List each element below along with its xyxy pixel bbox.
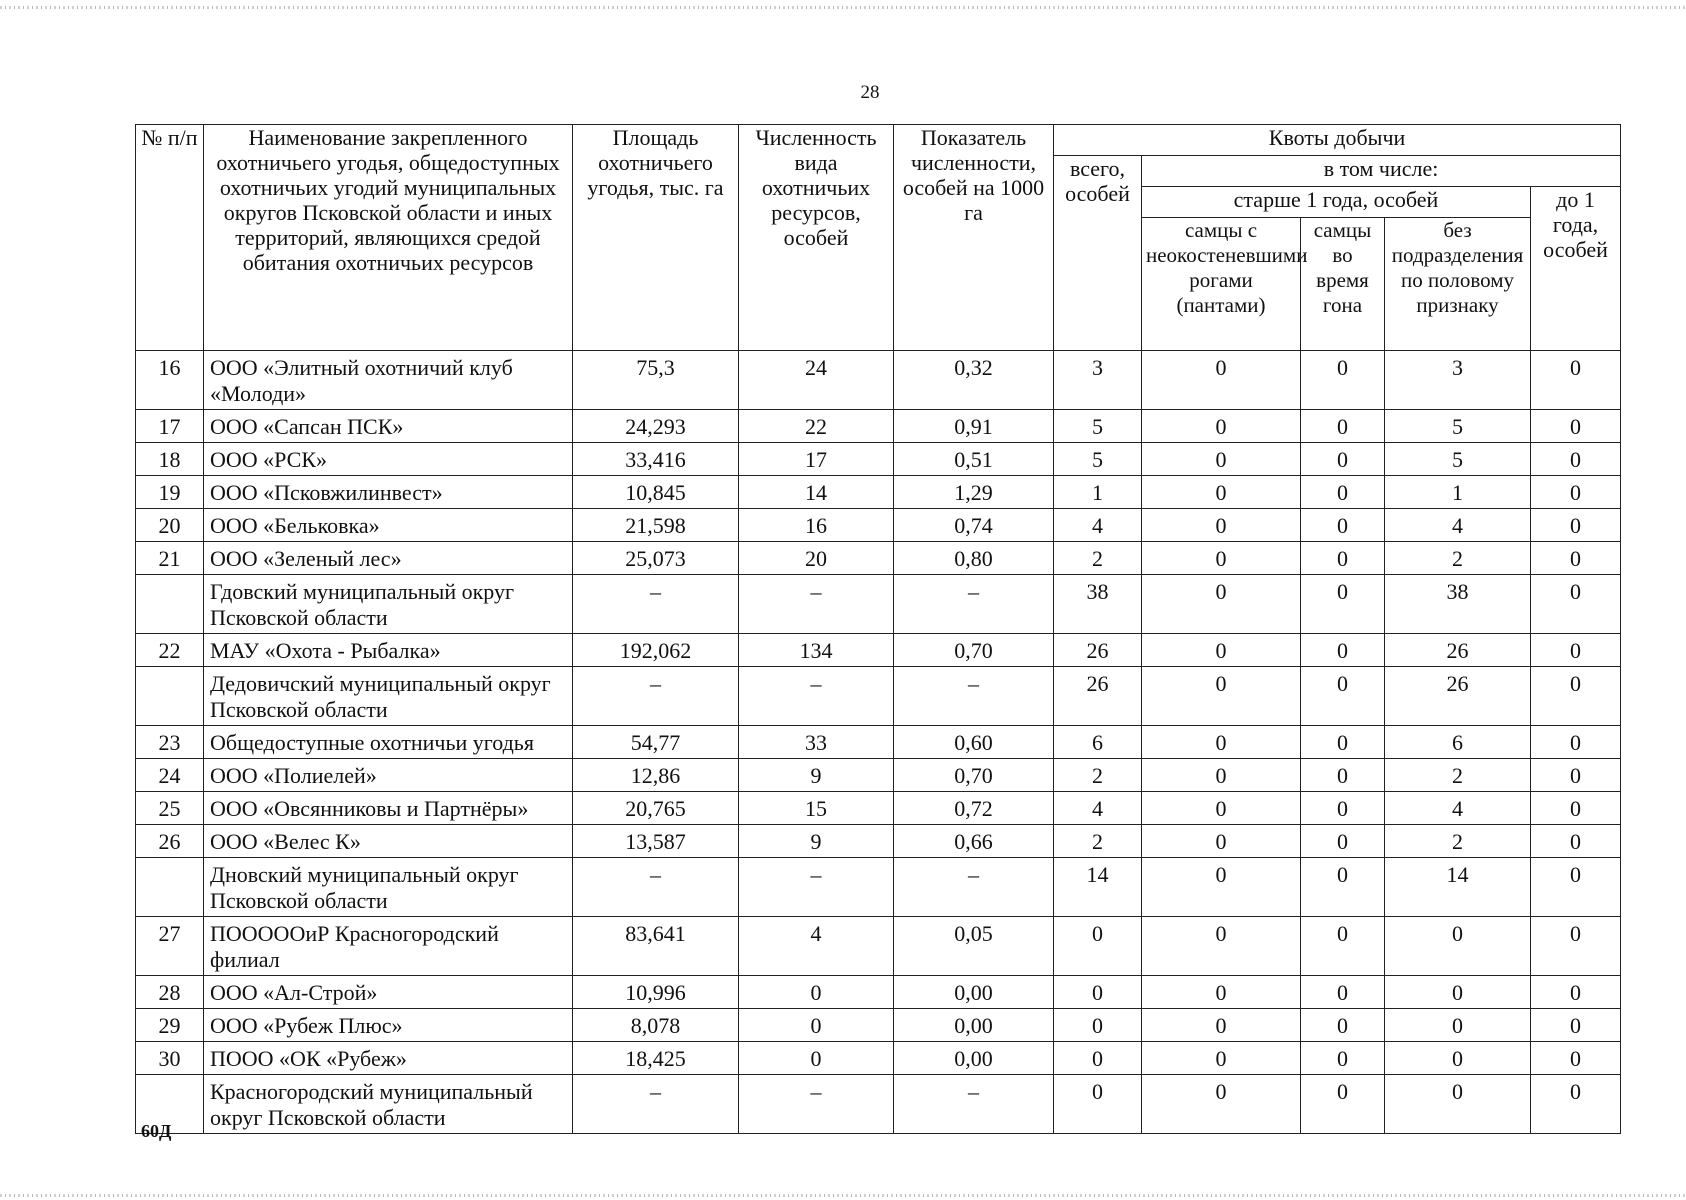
cell-name: Дновский муниципальный округ Псковской области (204, 858, 573, 917)
cell-population: 22 (739, 410, 894, 443)
cell-num (136, 575, 204, 634)
cell-area: 10,996 (573, 976, 739, 1009)
cell-name: Красногородский муниципальный округ Псковской области (204, 1075, 573, 1134)
header-area: Площадь охотничьего угодья, тыс. га (573, 125, 739, 351)
cell-males-rut: 0 (1301, 667, 1385, 726)
cell-total: 26 (1054, 667, 1142, 726)
cell-young: 0 (1531, 476, 1621, 509)
cell-total: 0 (1054, 1042, 1142, 1075)
cell-males-antlers: 0 (1142, 1075, 1301, 1134)
cell-total: 0 (1054, 1075, 1142, 1134)
cell-density: – (894, 1075, 1054, 1134)
cell-total: 0 (1054, 917, 1142, 976)
cell-num (136, 858, 204, 917)
cell-males-rut: 0 (1301, 1042, 1385, 1075)
header-population: Численность вида охотничьих ресурсов, особей (739, 125, 894, 351)
cell-density: 0,00 (894, 976, 1054, 1009)
cell-total: 0 (1054, 976, 1142, 1009)
cell-name: ООО «Псковжилинвест» (204, 476, 573, 509)
cell-males-antlers: 0 (1142, 476, 1301, 509)
cell-no-sex: 26 (1385, 634, 1531, 667)
cell-males-rut: 0 (1301, 634, 1385, 667)
cell-young: 0 (1531, 858, 1621, 917)
cell-name: ООО «Овсянниковы и Партнёры» (204, 792, 573, 825)
cell-population: 17 (739, 443, 894, 476)
table-row (136, 410, 1621, 443)
cell-no-sex: 5 (1385, 410, 1531, 443)
cell-males-rut: 0 (1301, 792, 1385, 825)
cell-density: 0,80 (894, 542, 1054, 575)
cell-num: 27 (136, 917, 204, 976)
cell-no-sex: 2 (1385, 542, 1531, 575)
cell-density: 0,32 (894, 351, 1054, 410)
cell-no-sex: 6 (1385, 726, 1531, 759)
cell-population: 15 (739, 792, 894, 825)
cell-num: 16 (136, 351, 204, 410)
cell-males-antlers: 0 (1142, 976, 1301, 1009)
cell-no-sex: 2 (1385, 759, 1531, 792)
cell-males-rut: 0 (1301, 410, 1385, 443)
header-males-antlers: самцы с неокостеневшими рогами (пантами) (1142, 218, 1301, 351)
cell-density: 0,70 (894, 634, 1054, 667)
cell-total: 6 (1054, 726, 1142, 759)
cell-no-sex: 3 (1385, 351, 1531, 410)
cell-area: 25,073 (573, 542, 739, 575)
table-row (136, 917, 1621, 976)
quota-table-container (135, 124, 1620, 1134)
cell-young: 0 (1531, 1075, 1621, 1134)
table-row (136, 726, 1621, 759)
header-num: № п/п (136, 125, 204, 351)
cell-no-sex: 0 (1385, 917, 1531, 976)
cell-area: 75,3 (573, 351, 739, 410)
cell-young: 0 (1531, 509, 1621, 542)
cell-density: – (894, 858, 1054, 917)
cell-young: 0 (1531, 575, 1621, 634)
cell-name: ООО «Элитный охотничий клуб «Молоди» (204, 351, 573, 410)
cell-density: 0,91 (894, 410, 1054, 443)
cell-total: 1 (1054, 476, 1142, 509)
cell-area: 18,425 (573, 1042, 739, 1075)
cell-males-antlers: 0 (1142, 351, 1301, 410)
cell-males-antlers: 0 (1142, 726, 1301, 759)
header-quota: Квоты добычи (1054, 125, 1621, 156)
cell-num: 26 (136, 825, 204, 858)
cell-population: – (739, 667, 894, 726)
cell-no-sex: 4 (1385, 792, 1531, 825)
cell-num: 24 (136, 759, 204, 792)
cell-young: 0 (1531, 443, 1621, 476)
table-row (136, 1009, 1621, 1042)
cell-population: 9 (739, 759, 894, 792)
cell-males-rut: 0 (1301, 726, 1385, 759)
cell-num: 28 (136, 976, 204, 1009)
cell-total: 26 (1054, 634, 1142, 667)
cell-no-sex: 1 (1385, 476, 1531, 509)
cell-density: – (894, 667, 1054, 726)
cell-population: 0 (739, 1009, 894, 1042)
table-row (136, 667, 1621, 726)
cell-young: 0 (1531, 634, 1621, 667)
table-row (136, 542, 1621, 575)
cell-num: 19 (136, 476, 204, 509)
cell-population: 4 (739, 917, 894, 976)
cell-total: 5 (1054, 443, 1142, 476)
footer-code: 60Д (141, 1121, 172, 1141)
cell-density: 0,00 (894, 1009, 1054, 1042)
cell-area: 54,77 (573, 726, 739, 759)
cell-males-antlers: 0 (1142, 575, 1301, 634)
scan-edge-top (0, 6, 1686, 9)
cell-no-sex: 14 (1385, 858, 1531, 917)
cell-males-rut: 0 (1301, 976, 1385, 1009)
cell-population: – (739, 575, 894, 634)
cell-no-sex: 0 (1385, 1042, 1531, 1075)
cell-population: 9 (739, 825, 894, 858)
cell-no-sex: 0 (1385, 976, 1531, 1009)
cell-density: 0,70 (894, 759, 1054, 792)
cell-males-rut: 0 (1301, 575, 1385, 634)
cell-males-rut: 0 (1301, 1009, 1385, 1042)
cell-males-antlers: 0 (1142, 542, 1301, 575)
cell-total: 2 (1054, 825, 1142, 858)
cell-density: 0,51 (894, 443, 1054, 476)
header-density: Показатель численности, особей на 1000 га (894, 125, 1054, 351)
cell-area: 83,641 (573, 917, 739, 976)
cell-young: 0 (1531, 410, 1621, 443)
cell-males-rut: 0 (1301, 759, 1385, 792)
cell-no-sex: 0 (1385, 1075, 1531, 1134)
header-males-rut: самцы во время гона (1301, 218, 1385, 351)
header-older: старше 1 года, особей (1142, 187, 1531, 218)
cell-no-sex: 0 (1385, 1009, 1531, 1042)
cell-area: 8,078 (573, 1009, 739, 1042)
cell-males-rut: 0 (1301, 858, 1385, 917)
cell-total: 2 (1054, 759, 1142, 792)
cell-young: 0 (1531, 976, 1621, 1009)
cell-population: 24 (739, 351, 894, 410)
cell-young: 0 (1531, 667, 1621, 726)
cell-name: Общедоступные охотничьи угодья (204, 726, 573, 759)
cell-name: ООО «РСК» (204, 443, 573, 476)
cell-name: Гдовский муниципальный округ Псковской области (204, 575, 573, 634)
table-body (136, 351, 1621, 1134)
cell-population: 33 (739, 726, 894, 759)
cell-young: 0 (1531, 792, 1621, 825)
cell-total: 5 (1054, 410, 1142, 443)
cell-no-sex: 26 (1385, 667, 1531, 726)
cell-males-rut: 0 (1301, 825, 1385, 858)
cell-males-rut: 0 (1301, 1075, 1385, 1134)
cell-males-antlers: 0 (1142, 509, 1301, 542)
cell-total: 2 (1054, 542, 1142, 575)
cell-area: 192,062 (573, 634, 739, 667)
cell-area: – (573, 667, 739, 726)
cell-total: 14 (1054, 858, 1142, 917)
cell-total: 0 (1054, 1009, 1142, 1042)
header-total: всего, особей (1054, 156, 1142, 351)
table-row (136, 858, 1621, 917)
cell-young: 0 (1531, 542, 1621, 575)
cell-area: – (573, 1075, 739, 1134)
cell-young: 0 (1531, 351, 1621, 410)
cell-population: – (739, 1075, 894, 1134)
cell-name: ООО «Зеленый лес» (204, 542, 573, 575)
header-name: Наименование закрепленного охотничьего угодья, общедоступных охотничьих угодий муниципальных округов Псковской области и иных территорий, являющихся средой обитания охотничьих ресурсов (204, 125, 573, 351)
cell-density: 0,60 (894, 726, 1054, 759)
header-young: до 1 года, особей (1531, 187, 1621, 351)
cell-total: 38 (1054, 575, 1142, 634)
cell-population: – (739, 858, 894, 917)
cell-num (136, 667, 204, 726)
cell-no-sex: 5 (1385, 443, 1531, 476)
scan-edge-bottom (0, 1194, 1686, 1197)
cell-num: 23 (136, 726, 204, 759)
cell-population: 14 (739, 476, 894, 509)
cell-males-antlers: 0 (1142, 443, 1301, 476)
cell-area: 21,598 (573, 509, 739, 542)
table-row (136, 825, 1621, 858)
cell-area: 20,765 (573, 792, 739, 825)
cell-num: 17 (136, 410, 204, 443)
cell-young: 0 (1531, 1042, 1621, 1075)
cell-num: 30 (136, 1042, 204, 1075)
cell-total: 4 (1054, 792, 1142, 825)
table-row (136, 476, 1621, 509)
cell-name: ООО «Велес К» (204, 825, 573, 858)
table-row (136, 351, 1621, 410)
cell-males-antlers: 0 (1142, 759, 1301, 792)
table-row (136, 443, 1621, 476)
cell-area: – (573, 575, 739, 634)
cell-total: 4 (1054, 509, 1142, 542)
cell-area: 33,416 (573, 443, 739, 476)
cell-area: 13,587 (573, 825, 739, 858)
cell-area: 12,86 (573, 759, 739, 792)
page-number: 28 (860, 82, 880, 103)
cell-males-antlers: 0 (1142, 1009, 1301, 1042)
cell-num: 25 (136, 792, 204, 825)
cell-males-rut: 0 (1301, 476, 1385, 509)
cell-name: Дедовичский муниципальный округ Псковской области (204, 667, 573, 726)
cell-area: 24,293 (573, 410, 739, 443)
table-row (136, 792, 1621, 825)
cell-total: 3 (1054, 351, 1142, 410)
header-no-sex: без подразделения по половому признаку (1385, 218, 1531, 351)
cell-name: ООО «Сапсан ПСК» (204, 410, 573, 443)
table-row (136, 759, 1621, 792)
cell-density: 1,29 (894, 476, 1054, 509)
cell-area: 10,845 (573, 476, 739, 509)
cell-young: 0 (1531, 917, 1621, 976)
cell-males-rut: 0 (1301, 542, 1385, 575)
cell-population: 134 (739, 634, 894, 667)
cell-young: 0 (1531, 759, 1621, 792)
cell-num: 29 (136, 1009, 204, 1042)
cell-num: 22 (136, 634, 204, 667)
cell-density: 0,72 (894, 792, 1054, 825)
cell-num: 18 (136, 443, 204, 476)
cell-males-antlers: 0 (1142, 825, 1301, 858)
cell-males-rut: 0 (1301, 917, 1385, 976)
cell-num: 20 (136, 509, 204, 542)
cell-area: – (573, 858, 739, 917)
cell-density: 0,05 (894, 917, 1054, 976)
cell-name: ПООО «ОК «Рубеж» (204, 1042, 573, 1075)
cell-population: 20 (739, 542, 894, 575)
cell-males-antlers: 0 (1142, 634, 1301, 667)
table-row (136, 1075, 1621, 1134)
cell-density: 0,66 (894, 825, 1054, 858)
cell-density: – (894, 575, 1054, 634)
table-row (136, 509, 1621, 542)
cell-name: МАУ «Охота - Рыбалка» (204, 634, 573, 667)
cell-young: 0 (1531, 1009, 1621, 1042)
cell-no-sex: 38 (1385, 575, 1531, 634)
table-row (136, 634, 1621, 667)
cell-name: ООО «Бельковка» (204, 509, 573, 542)
cell-young: 0 (1531, 825, 1621, 858)
cell-name: ООО «Рубеж Плюс» (204, 1009, 573, 1042)
cell-no-sex: 2 (1385, 825, 1531, 858)
cell-population: 0 (739, 976, 894, 1009)
cell-name: ООО «Ал-Строй» (204, 976, 573, 1009)
cell-population: 16 (739, 509, 894, 542)
cell-density: 0,74 (894, 509, 1054, 542)
cell-young: 0 (1531, 726, 1621, 759)
cell-num: 21 (136, 542, 204, 575)
cell-males-antlers: 0 (1142, 858, 1301, 917)
header-including: в том числе: (1142, 156, 1621, 187)
cell-males-antlers: 0 (1142, 917, 1301, 976)
cell-name: ООО «Полиелей» (204, 759, 573, 792)
cell-name: ПОООООиР Красногородский филиал (204, 917, 573, 976)
cell-population: 0 (739, 1042, 894, 1075)
cell-males-rut: 0 (1301, 443, 1385, 476)
table-row (136, 976, 1621, 1009)
cell-males-antlers: 0 (1142, 1042, 1301, 1075)
quota-table (135, 124, 1621, 1134)
cell-males-antlers: 0 (1142, 792, 1301, 825)
cell-no-sex: 4 (1385, 509, 1531, 542)
cell-males-rut: 0 (1301, 351, 1385, 410)
table-row (136, 575, 1621, 634)
cell-density: 0,00 (894, 1042, 1054, 1075)
cell-males-rut: 0 (1301, 509, 1385, 542)
cell-males-antlers: 0 (1142, 667, 1301, 726)
cell-males-antlers: 0 (1142, 410, 1301, 443)
table-row (136, 1042, 1621, 1075)
